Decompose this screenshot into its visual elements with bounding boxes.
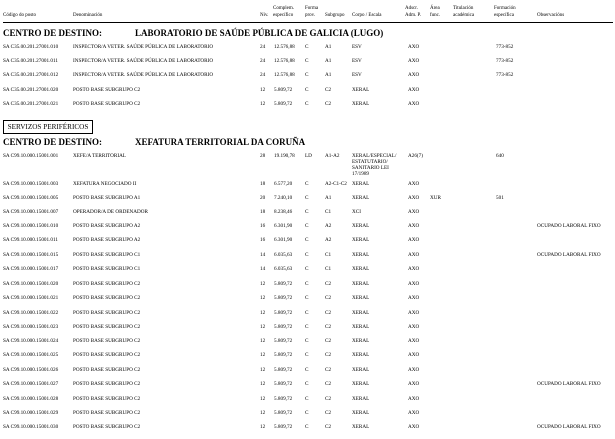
cell-comp: 12.576,88 xyxy=(274,72,295,78)
cell-comp: 12.576,88 xyxy=(274,44,295,50)
cell-den: POSTO BASE SUBGRUPO C2 xyxy=(73,310,141,316)
cell-den: XEFE/A TERRITORIAL xyxy=(73,153,126,159)
cell-den: POSTO BASE SUBGRUPO C2 xyxy=(73,87,141,93)
cell-den: POSTO BASE SUBGRUPO A2 xyxy=(73,237,141,243)
cell-sub: C2 xyxy=(325,281,332,287)
cell-adscr: AXO xyxy=(408,424,420,430)
header-corpo: Corpo / Escala xyxy=(352,13,382,18)
cell-adscr: AXO xyxy=(408,195,420,201)
cell-niv: 16 xyxy=(260,223,266,229)
table-row xyxy=(0,153,615,177)
cell-adscr: AXO xyxy=(408,44,420,50)
cell-adscr: AXO xyxy=(408,209,420,215)
cell-sub: C2 xyxy=(325,410,332,416)
cell-corpo: XERAL xyxy=(352,310,370,316)
cell-adscr: AXO xyxy=(408,324,420,330)
cell-sub: C2 xyxy=(325,424,332,430)
cell-code: SA C99.10.000.15001.023 xyxy=(3,324,59,330)
table-row xyxy=(0,87,615,97)
cell-sub: C1 xyxy=(325,209,332,215)
cell-den: POSTO BASE SUBGRUPO A2 xyxy=(73,223,141,229)
cell-comp: 5.809,72 xyxy=(274,352,293,358)
cell-corpo: XERAL xyxy=(352,87,370,93)
cell-comp: 5.809,72 xyxy=(274,367,293,373)
cell-code: SA C99.10.000.15001.011 xyxy=(3,237,59,243)
cell-corpo: XERAL xyxy=(352,266,370,272)
cell-den: POSTO BASE SUBGRUPO C2 xyxy=(73,324,141,330)
cell-code: SA C99.10.000.15001.025 xyxy=(3,352,59,358)
table-row xyxy=(0,367,615,377)
centro-name: XEFATURA TERRITORIAL DA CORUÑA xyxy=(135,137,306,147)
cell-forma: C xyxy=(305,181,309,187)
cell-form: 501 xyxy=(496,195,504,201)
table-row xyxy=(0,101,615,111)
section-title-box: SERVIZOS PERIFÉRICOS xyxy=(3,120,93,134)
cell-sub: A1 xyxy=(325,72,332,78)
cell-form: 773-852 xyxy=(496,58,514,64)
cell-adscr: AXO xyxy=(408,72,420,78)
cell-code: SA C99.10.000.15001.024 xyxy=(3,338,59,344)
cell-corpo: XCI xyxy=(352,209,361,215)
cell-comp: 5.809,72 xyxy=(274,410,293,416)
cell-sub: A2 xyxy=(325,237,332,243)
cell-niv: 28 xyxy=(260,153,266,159)
cell-den: POSTO BASE SUBGRUPO C1 xyxy=(73,266,141,272)
cell-den: XEFATURA NEGOCIADO II xyxy=(73,181,137,187)
table-header xyxy=(0,2,615,22)
cell-comp: 19.190,78 xyxy=(274,153,295,159)
table-row xyxy=(0,381,615,391)
cell-niv: 14 xyxy=(260,266,266,272)
cell-obs: OCUPADO LABORAL FIXO xyxy=(537,223,601,229)
cell-adscr: AXO xyxy=(408,381,420,387)
table-row xyxy=(0,338,615,348)
cell-code: SA C99.10.000.15001.021 xyxy=(3,295,59,301)
cell-code: SA C35.00.201.27001.012 xyxy=(3,72,59,78)
cell-comp: 8.238,46 xyxy=(274,209,293,215)
cell-code: SA C99.10.000.15001.005 xyxy=(3,195,59,201)
cell-sub: C2 xyxy=(325,352,332,358)
cell-niv: 24 xyxy=(260,58,266,64)
cell-adscr: AXO xyxy=(408,181,420,187)
header-forma: Forma xyxy=(305,6,319,11)
cell-corpo: XERAL xyxy=(352,295,370,301)
table-row xyxy=(0,396,615,406)
cell-adscr: AXO xyxy=(408,281,420,287)
cell-adscr: AXO xyxy=(408,237,420,243)
cell-forma: C xyxy=(305,195,309,201)
cell-comp: 5.809,72 xyxy=(274,396,293,402)
cell-den: POSTO BASE SUBGRUPO C2 xyxy=(73,295,141,301)
cell-sub: C1 xyxy=(325,252,332,258)
cell-forma: C xyxy=(305,396,309,402)
cell-corpo: XERAL xyxy=(352,410,370,416)
cell-comp: 6.035,63 xyxy=(274,252,293,258)
cell-forma: C xyxy=(305,266,309,272)
cell-form: 773-852 xyxy=(496,72,514,78)
header-adm: Adm. P. xyxy=(405,13,421,18)
cell-sub: C2 xyxy=(325,381,332,387)
centro-label: CENTRO DE DESTINO: xyxy=(3,28,103,38)
cell-comp: 5.809,72 xyxy=(274,295,293,301)
cell-corpo: ESV xyxy=(352,44,362,50)
cell-corpo: XERAL xyxy=(352,237,370,243)
cell-forma: C xyxy=(305,101,309,107)
cell-forma: C xyxy=(305,281,309,287)
cell-corpo: XERAL xyxy=(352,252,370,258)
cell-forma: C xyxy=(305,44,309,50)
cell-sub: C2 xyxy=(325,310,332,316)
header-niv: Niv. xyxy=(260,13,269,18)
cell-adscr: AXO xyxy=(408,338,420,344)
cell-forma: C xyxy=(305,295,309,301)
cell-code: SA C99.10.000.15001.007 xyxy=(3,209,59,215)
cell-corpo: ESV xyxy=(352,58,362,64)
cell-comp: 6.577,20 xyxy=(274,181,293,187)
cell-sub: C2 xyxy=(325,87,332,93)
cell-adscr: AXO xyxy=(408,295,420,301)
cell-corpo: XERAL xyxy=(352,223,370,229)
cell-corpo: XERAL xyxy=(352,101,370,107)
header-codigo: Código do posto xyxy=(3,13,37,18)
cell-adscr: AXO xyxy=(408,58,420,64)
cell-code: SA C35.00.201.27001.020 xyxy=(3,87,59,93)
cell-sub: C2 xyxy=(325,338,332,344)
header-complem: Complem. xyxy=(273,6,294,11)
cell-comp: 5.809,72 xyxy=(274,324,293,330)
header-observacions: Observacións xyxy=(537,13,565,18)
cell-sub: A1 xyxy=(325,195,332,201)
cell-niv: 12 xyxy=(260,87,266,93)
cell-corpo: XERAL xyxy=(352,181,370,187)
cell-comp: 5.809,72 xyxy=(274,424,293,430)
header-adscr: Adscr. xyxy=(405,6,418,11)
cell-sub: A1-A2 xyxy=(325,153,340,159)
cell-corpo: XERAL xyxy=(352,281,370,287)
table-row xyxy=(0,209,615,219)
table-row xyxy=(0,295,615,305)
header-academica: académica xyxy=(453,13,475,18)
table-row xyxy=(0,424,615,434)
cell-niv: 12 xyxy=(260,424,266,430)
table-row xyxy=(0,410,615,420)
cell-forma: C xyxy=(305,58,309,64)
cell-adscr: AXO xyxy=(408,367,420,373)
header-prov: prov. xyxy=(305,13,316,18)
cell-corpo: XERAL xyxy=(352,352,370,358)
cell-sub: A2-C1-C2 xyxy=(325,181,347,187)
cell-niv: 12 xyxy=(260,281,266,287)
cell-adscr: AXO xyxy=(408,101,420,107)
cell-code: SA C99.10.000.15001.028 xyxy=(3,396,59,402)
cell-den: POSTO BASE SUBGRUPO C2 xyxy=(73,396,141,402)
cell-niv: 12 xyxy=(260,396,266,402)
cell-corpo: XERAL xyxy=(352,338,370,344)
cell-comp: 6.301,90 xyxy=(274,223,293,229)
table-row xyxy=(0,58,615,68)
cell-den: INSPECTOR/A VETER. SAÚDE PÚBLICA DE LABORATORIO xyxy=(73,44,214,50)
cell-forma: C xyxy=(305,424,309,430)
cell-code: SA C99.10.000.15001.017 xyxy=(3,266,59,272)
cell-adscr: AXO xyxy=(408,410,420,416)
cell-corpo: XERAL xyxy=(352,367,370,373)
header-denominacion: Denominación xyxy=(73,13,103,18)
cell-adscr: A26(7) xyxy=(408,153,423,159)
header-subgrupo: Subgrupo xyxy=(325,13,345,18)
cell-den: INSPECTOR/A VETER. SAÚDE PÚBLICA DE LABORATORIO xyxy=(73,72,214,78)
cell-niv: 16 xyxy=(260,237,266,243)
cell-code: SA C35.00.201.27001.010 xyxy=(3,44,59,50)
centro-label: CENTRO DE DESTINO: xyxy=(3,137,103,147)
cell-adscr: AXO xyxy=(408,310,420,316)
cell-obs: OCUPADO LABORAL FIXO xyxy=(537,424,601,430)
table-row xyxy=(0,352,615,362)
cell-adscr: AXO xyxy=(408,396,420,402)
cell-form: 773-852 xyxy=(496,44,514,50)
header-titulacion: Titulación xyxy=(453,6,474,11)
cell-comp: 5.809,72 xyxy=(274,281,293,287)
table-row xyxy=(0,266,615,276)
centro-destino-coruna xyxy=(3,137,613,149)
cell-sub: C2 xyxy=(325,396,332,402)
table-row xyxy=(0,281,615,291)
cell-code: SA C99.10.000.15001.026 xyxy=(3,367,59,373)
cell-den: POSTO BASE SUBGRUPO C2 xyxy=(73,410,141,416)
cell-den: POSTO BASE SUBGRUPO C2 xyxy=(73,281,141,287)
cell-forma: C xyxy=(305,338,309,344)
centro-name: LABORATORIO DE SAÚDE PÚBLICA DE GALICIA (LUGO) xyxy=(135,28,384,38)
table-row xyxy=(0,252,615,262)
cell-adscr: AXO xyxy=(408,266,420,272)
cell-niv: 12 xyxy=(260,367,266,373)
table-row xyxy=(0,324,615,334)
header-func: func. xyxy=(430,13,441,18)
cell-adscr: AXO xyxy=(408,252,420,258)
cell-sub: A1 xyxy=(325,58,332,64)
table-row xyxy=(0,44,615,54)
table-row xyxy=(0,195,615,205)
cell-niv: 12 xyxy=(260,338,266,344)
cell-forma: C xyxy=(305,352,309,358)
cell-sub: C1 xyxy=(325,266,332,272)
table-row xyxy=(0,223,615,233)
cell-sub: C2 xyxy=(325,295,332,301)
cell-forma: C xyxy=(305,410,309,416)
cell-den: POSTO BASE SUBGRUPO C2 xyxy=(73,424,141,430)
cell-code: SA C35.00.201.27001.021 xyxy=(3,101,59,107)
cell-niv: 12 xyxy=(260,352,266,358)
cell-forma: LD xyxy=(305,153,312,159)
cell-forma: C xyxy=(305,237,309,243)
cell-forma: C xyxy=(305,367,309,373)
cell-den: POSTO BASE SUBGRUPO C2 xyxy=(73,101,141,107)
cell-sub: C2 xyxy=(325,101,332,107)
cell-code: SA C99.10.000.15001.027 xyxy=(3,381,59,387)
cell-niv: 24 xyxy=(260,44,266,50)
cell-den: OPERADOR/A DE ORDENADOR xyxy=(73,209,148,215)
cell-forma: C xyxy=(305,209,309,215)
cell-corpo: XERAL xyxy=(352,424,370,430)
cell-area: XUR xyxy=(430,195,441,201)
centro-destino-lugo xyxy=(3,28,613,40)
cell-form: 640 xyxy=(496,153,504,159)
cell-forma: C xyxy=(305,72,309,78)
cell-comp: 5.809,72 xyxy=(274,310,293,316)
cell-niv: 20 xyxy=(260,195,266,201)
cell-corpo: XERAL/ESPECIAL/ ESTATUTARIO/ SANITARIO LEI 17/1989 xyxy=(352,153,397,177)
cell-niv: 18 xyxy=(260,209,266,215)
cell-corpo: XERAL xyxy=(352,396,370,402)
cell-code: SA C99.10.000.15001.029 xyxy=(3,410,59,416)
cell-sub: C2 xyxy=(325,324,332,330)
cell-den: POSTO BASE SUBGRUPO A1 xyxy=(73,195,141,201)
cell-code: SA C99.10.000.15001.003 xyxy=(3,181,59,187)
cell-code: SA C99.10.000.15001.010 xyxy=(3,223,59,229)
cell-sub: A2 xyxy=(325,223,332,229)
cell-comp: 6.301,90 xyxy=(274,237,293,243)
cell-corpo: XERAL xyxy=(352,381,370,387)
cell-niv: 12 xyxy=(260,381,266,387)
cell-forma: C xyxy=(305,87,309,93)
header-divider xyxy=(3,22,613,23)
cell-forma: C xyxy=(305,381,309,387)
cell-corpo: XERAL xyxy=(352,195,370,201)
cell-niv: 12 xyxy=(260,101,266,107)
cell-sub: C2 xyxy=(325,367,332,373)
header-especifico: específico xyxy=(273,13,294,18)
cell-den: POSTO BASE SUBGRUPO C2 xyxy=(73,367,141,373)
cell-den: POSTO BASE SUBGRUPO C2 xyxy=(73,338,141,344)
table-row xyxy=(0,310,615,320)
cell-adscr: AXO xyxy=(408,223,420,229)
cell-forma: C xyxy=(305,223,309,229)
cell-code: SA C99.10.000.15001.030 xyxy=(3,424,59,430)
cell-den: INSPECTOR/A VETER. SAÚDE PÚBLICA DE LABORATORIO xyxy=(73,58,214,64)
cell-comp: 5.809,72 xyxy=(274,101,293,107)
cell-forma: C xyxy=(305,324,309,330)
cell-forma: C xyxy=(305,252,309,258)
table-row xyxy=(0,72,615,82)
header-formacion-especifica: específica xyxy=(494,13,514,18)
cell-code: SA C99.10.000.15001.001 xyxy=(3,153,59,159)
cell-code: SA C35.00.201.27001.011 xyxy=(3,58,59,64)
cell-niv: 14 xyxy=(260,252,266,258)
cell-comp: 5.809,72 xyxy=(274,338,293,344)
cell-code: SA C99.10.000.15001.020 xyxy=(3,281,59,287)
cell-comp: 5.809,72 xyxy=(274,87,293,93)
cell-code: SA C99.10.000.15001.022 xyxy=(3,310,59,316)
cell-corpo: ESV xyxy=(352,72,362,78)
cell-niv: 12 xyxy=(260,410,266,416)
cell-comp: 5.809,72 xyxy=(274,381,293,387)
cell-sub: A1 xyxy=(325,44,332,50)
cell-den: POSTO BASE SUBGRUPO C1 xyxy=(73,252,141,258)
cell-comp: 6.035,63 xyxy=(274,266,293,272)
header-formacion: Formación xyxy=(494,6,516,11)
cell-obs: OCUPADO LABORAL FIXO xyxy=(537,252,601,258)
table-row xyxy=(0,181,615,191)
table-row xyxy=(0,237,615,247)
cell-den: POSTO BASE SUBGRUPO C2 xyxy=(73,381,141,387)
cell-niv: 18 xyxy=(260,181,266,187)
cell-adscr: AXO xyxy=(408,352,420,358)
cell-comp: 12.576,88 xyxy=(274,58,295,64)
cell-den: POSTO BASE SUBGRUPO C2 xyxy=(73,352,141,358)
cell-code: SA C99.10.000.15001.015 xyxy=(3,252,59,258)
cell-corpo: XERAL xyxy=(352,324,370,330)
cell-niv: 24 xyxy=(260,72,266,78)
cell-niv: 12 xyxy=(260,295,266,301)
cell-obs: OCUPADO LABORAL FIXO xyxy=(537,381,601,387)
cell-niv: 12 xyxy=(260,310,266,316)
cell-adscr: AXO xyxy=(408,87,420,93)
cell-forma: C xyxy=(305,310,309,316)
header-area: Área xyxy=(430,6,440,11)
cell-niv: 12 xyxy=(260,324,266,330)
cell-comp: 7.240,10 xyxy=(274,195,293,201)
